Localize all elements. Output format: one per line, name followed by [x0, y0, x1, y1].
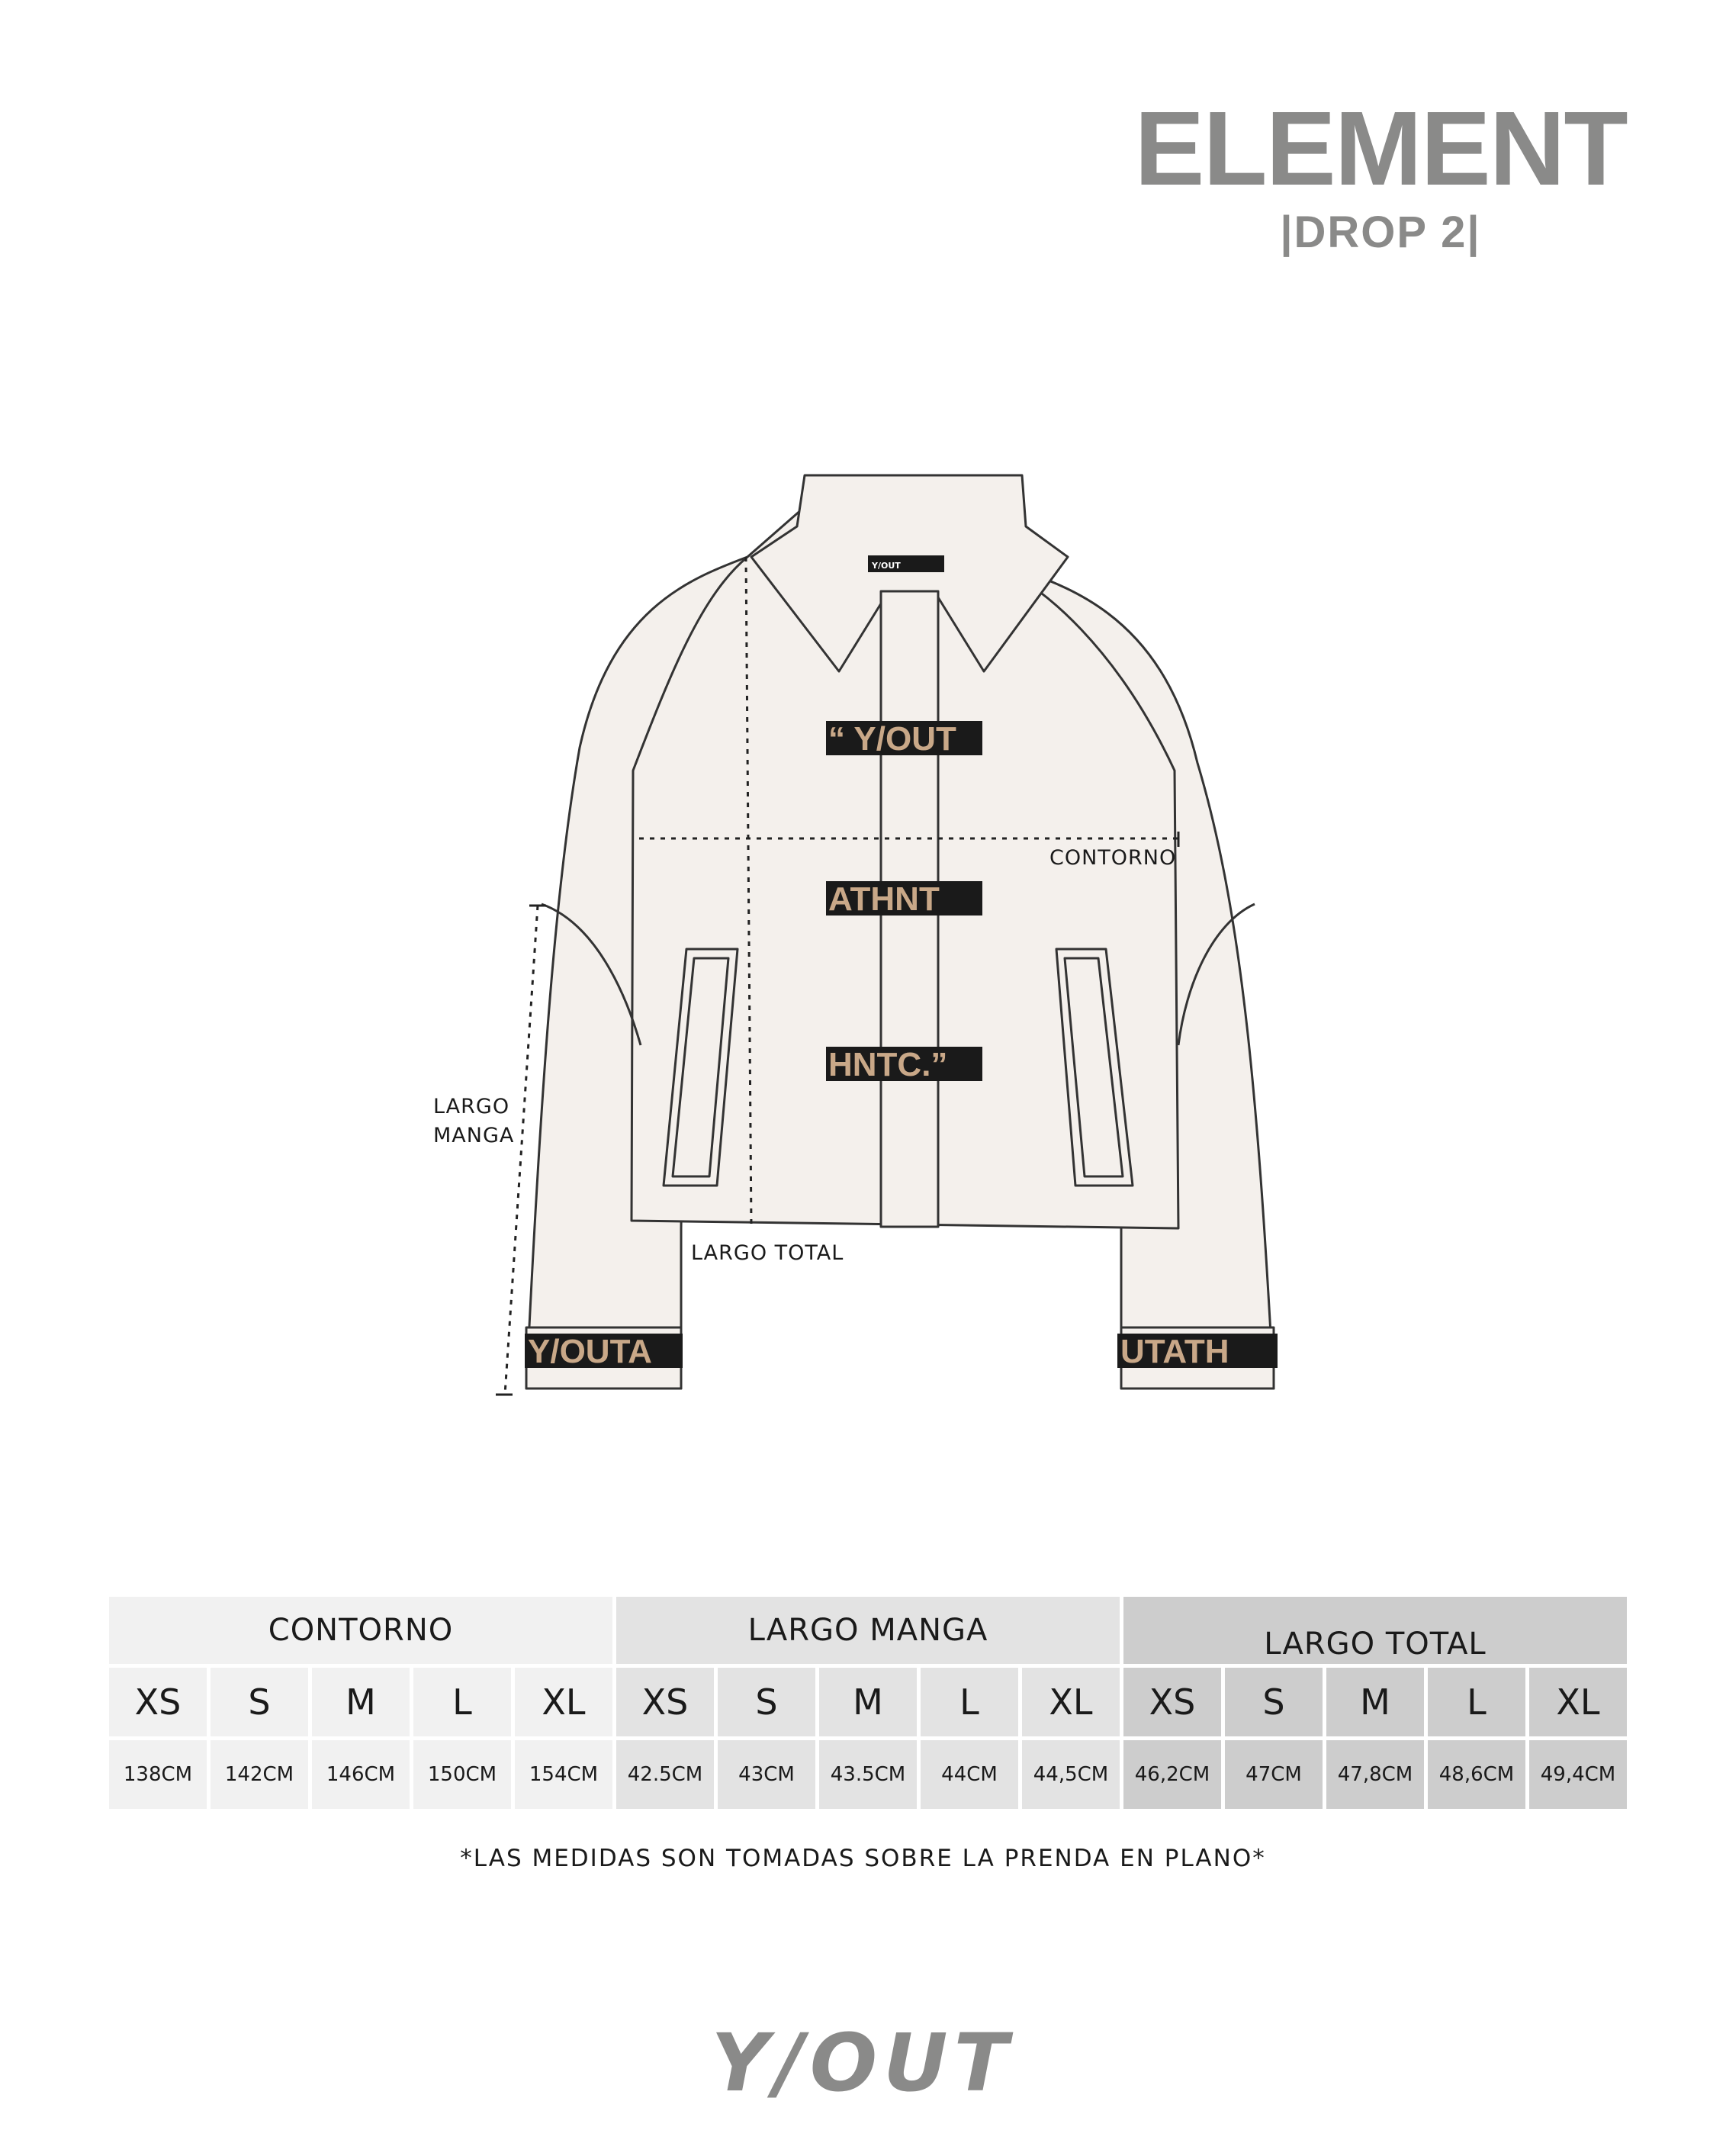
size-cell: L: [413, 1668, 511, 1736]
size-cell: L: [1428, 1668, 1525, 1736]
svg-text:HNTC.”: HNTC.”: [828, 1046, 948, 1083]
label-largo-manga: LARGO MANGA: [433, 1095, 515, 1147]
value-cell: 47,8CM: [1326, 1740, 1424, 1809]
svg-text:Y/OUT: Y/OUT: [872, 561, 901, 571]
size-cell: L: [921, 1668, 1018, 1736]
size-cell: M: [1326, 1668, 1424, 1736]
group-header-largo-manga: LARGO MANGA: [616, 1597, 1120, 1664]
label-largo-total: LARGO TOTAL: [691, 1241, 844, 1265]
value-cell: 150CM: [413, 1740, 511, 1809]
value-cell: 154CM: [515, 1740, 612, 1809]
value-cell: 138CM: [109, 1740, 207, 1809]
page-subtitle: |DROP 2|: [1280, 208, 1481, 257]
size-cell: S: [211, 1668, 308, 1736]
size-cell: M: [312, 1668, 410, 1736]
table-header-row: [109, 1597, 1627, 1664]
value-cell: 47CM: [1225, 1740, 1323, 1809]
value-row: [109, 1740, 1627, 1809]
size-cell: XL: [1529, 1668, 1627, 1736]
size-cell: XS: [109, 1668, 207, 1736]
value-cell: 44CM: [921, 1740, 1018, 1809]
size-cell: XS: [1123, 1668, 1221, 1736]
size-row: [109, 1668, 1627, 1736]
value-cell: 43CM: [718, 1740, 815, 1809]
label-contorno: CONTORNO: [1049, 846, 1177, 870]
size-cell: XS: [616, 1668, 714, 1736]
size-cell: S: [718, 1668, 815, 1736]
group-header-contorno: CONTORNO: [109, 1597, 612, 1664]
jacket-sketch: [0, 427, 1726, 1450]
size-cell: XL: [1022, 1668, 1120, 1736]
value-cell: 146CM: [312, 1740, 410, 1809]
svg-text:Y/OUT: Y/OUT: [711, 2020, 1014, 2104]
group-header-largo-total: LARGO TOTAL: [1123, 1597, 1627, 1664]
svg-text:UTATH: UTATH: [1120, 1333, 1229, 1370]
value-cell: 49,4CM: [1529, 1740, 1627, 1809]
svg-text:Y/OUTA: Y/OUTA: [528, 1333, 652, 1370]
value-cell: 44,5CM: [1022, 1740, 1120, 1809]
size-table: [105, 1593, 1631, 1813]
brand-logo: [710, 2020, 1015, 2104]
size-cell: S: [1225, 1668, 1323, 1736]
size-cell: M: [819, 1668, 917, 1736]
value-cell: 43.5CM: [819, 1740, 917, 1809]
value-cell: 48,6CM: [1428, 1740, 1525, 1809]
value-cell: 46,2CM: [1123, 1740, 1221, 1809]
svg-text:“ Y/OUT: “ Y/OUT: [828, 720, 956, 758]
size-cell: XL: [515, 1668, 612, 1736]
value-cell: 42.5CM: [616, 1740, 714, 1809]
page-title: ELEMENT: [1134, 90, 1627, 208]
svg-text:ATHNT: ATHNT: [828, 880, 940, 918]
measurement-note: *LAS MEDIDAS SON TOMADAS SOBRE LA PRENDA EN PLANO*: [460, 1845, 1266, 1872]
value-cell: 142CM: [211, 1740, 308, 1809]
